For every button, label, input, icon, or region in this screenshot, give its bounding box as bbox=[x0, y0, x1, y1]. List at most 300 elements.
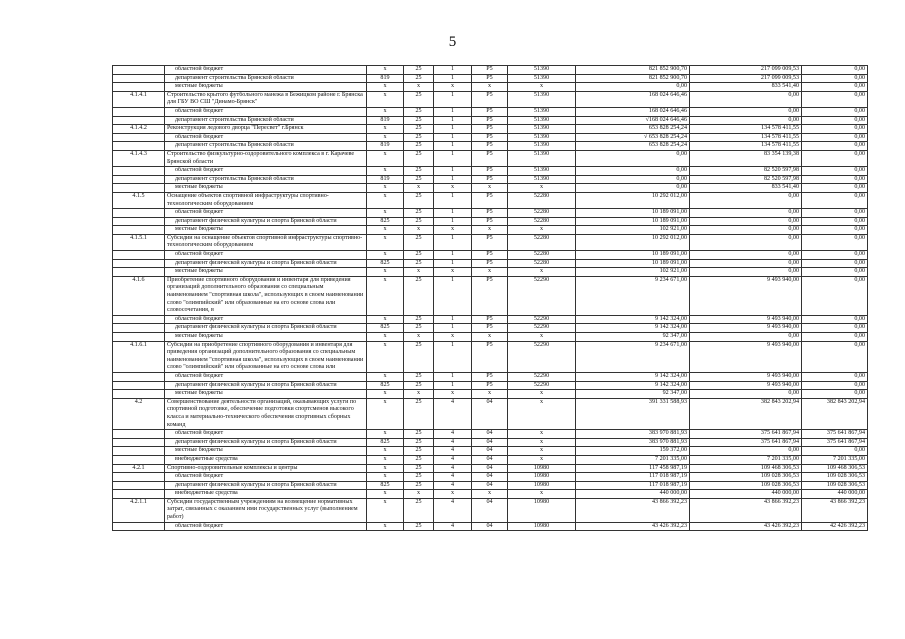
cell-program: x bbox=[404, 226, 434, 235]
cell-amount-1: 10 189 091,00 bbox=[576, 217, 690, 226]
cell-program: 25 bbox=[404, 259, 434, 268]
cell-subprogram: 4 bbox=[434, 430, 472, 439]
row-code bbox=[113, 522, 165, 531]
cell-amount-2: 9 493 940,00 bbox=[690, 381, 802, 390]
cell-amount-1: 0,00 bbox=[576, 83, 690, 92]
row-name: департамент физической культуры и спорта Брянской области bbox=[165, 481, 367, 490]
cell-amount-1: 9 142 324,00 bbox=[576, 372, 690, 381]
cell-amount-3: 0,00 bbox=[802, 447, 868, 456]
cell-amount-1: 117 018 987,19 bbox=[576, 473, 690, 482]
cell-amount-3: 7 201 335,00 bbox=[802, 455, 868, 464]
cell-program: 25 bbox=[404, 481, 434, 490]
cell-amount-3: 0,00 bbox=[802, 217, 868, 226]
cell-subprogram: 1 bbox=[434, 381, 472, 390]
cell-project: 04 bbox=[472, 481, 508, 490]
cell-amount-2: 0,00 bbox=[690, 447, 802, 456]
cell-program: 25 bbox=[404, 192, 434, 208]
cell-amount-2: 43 426 392,23 bbox=[690, 522, 802, 531]
cell-amount-2: 217 099 009,53 bbox=[690, 66, 802, 75]
cell-gov: x bbox=[367, 464, 404, 473]
table-row bbox=[113, 333, 868, 342]
cell-program: 25 bbox=[404, 473, 434, 482]
cell-project: P5 bbox=[472, 142, 508, 151]
cell-amount-3: 0,00 bbox=[802, 66, 868, 75]
row-name: Субсидии на оснащение объектов спортивной инфраструктуры спортивно-технологическим оборудованием bbox=[165, 234, 367, 250]
cell-subprogram: 4 bbox=[434, 464, 472, 473]
row-name: местные бюджеты bbox=[165, 390, 367, 399]
cell-subprogram: 1 bbox=[434, 234, 472, 250]
cell-amount-2: 0,00 bbox=[690, 217, 802, 226]
cell-amount-2: 0,00 bbox=[690, 251, 802, 260]
cell-gov: x bbox=[367, 276, 404, 315]
cell-gov: x bbox=[367, 251, 404, 260]
cell-direction: 52280 bbox=[508, 217, 576, 226]
cell-amount-3: 0,00 bbox=[802, 381, 868, 390]
cell-program: 25 bbox=[404, 372, 434, 381]
cell-gov: x bbox=[367, 372, 404, 381]
cell-amount-1: 168 024 646,46 bbox=[576, 91, 690, 107]
cell-amount-3: 375 641 867,94 bbox=[802, 438, 868, 447]
cell-amount-1: 821 852 900,70 bbox=[576, 74, 690, 83]
cell-direction: 51390 bbox=[508, 175, 576, 184]
cell-project: x bbox=[472, 490, 508, 499]
row-code bbox=[113, 481, 165, 490]
cell-project: P5 bbox=[472, 234, 508, 250]
cell-amount-1: 168 024 646,46 bbox=[576, 107, 690, 116]
cell-subprogram: 1 bbox=[434, 116, 472, 125]
cell-subprogram: x bbox=[434, 268, 472, 277]
cell-amount-3: 0,00 bbox=[802, 116, 868, 125]
cell-amount-3: 0,00 bbox=[802, 333, 868, 342]
table-row bbox=[113, 167, 868, 176]
table-row bbox=[113, 498, 868, 522]
budget-table bbox=[112, 65, 868, 531]
cell-program: 25 bbox=[404, 150, 434, 166]
cell-amount-1: 9 142 324,00 bbox=[576, 315, 690, 324]
cell-gov: 819 bbox=[367, 142, 404, 151]
cell-direction: x bbox=[508, 490, 576, 499]
cell-direction: x bbox=[508, 268, 576, 277]
cell-project: P5 bbox=[472, 175, 508, 184]
cell-gov: x bbox=[367, 184, 404, 193]
cell-gov: x bbox=[367, 66, 404, 75]
cell-project: x bbox=[472, 333, 508, 342]
row-code: 4.1.6 bbox=[113, 276, 165, 315]
cell-amount-2: 0,00 bbox=[690, 333, 802, 342]
cell-direction: 51390 bbox=[508, 116, 576, 125]
cell-program: 25 bbox=[404, 455, 434, 464]
cell-program: 25 bbox=[404, 498, 434, 522]
row-name: департамент строительства Брянской области bbox=[165, 74, 367, 83]
cell-project: 04 bbox=[472, 473, 508, 482]
cell-direction: 51390 bbox=[508, 167, 576, 176]
cell-amount-3: 0,00 bbox=[802, 234, 868, 250]
row-code bbox=[113, 438, 165, 447]
table-row bbox=[113, 142, 868, 151]
row-code bbox=[113, 226, 165, 235]
cell-amount-1: 43 426 392,23 bbox=[576, 522, 690, 531]
cell-gov: x bbox=[367, 473, 404, 482]
row-code bbox=[113, 333, 165, 342]
row-name: областной бюджет bbox=[165, 209, 367, 218]
cell-amount-3: 0,00 bbox=[802, 268, 868, 277]
row-code bbox=[113, 83, 165, 92]
row-name: департамент строительства Брянской области bbox=[165, 175, 367, 184]
cell-subprogram: 1 bbox=[434, 175, 472, 184]
cell-program: 25 bbox=[404, 341, 434, 372]
row-code: 4.1.6.1 bbox=[113, 341, 165, 372]
cell-direction: 10980 bbox=[508, 464, 576, 473]
cell-project: x bbox=[472, 268, 508, 277]
cell-gov: x bbox=[367, 150, 404, 166]
table-row bbox=[113, 91, 868, 107]
cell-amount-2: 109 028 306,53 bbox=[690, 481, 802, 490]
row-name: местные бюджеты bbox=[165, 268, 367, 277]
cell-amount-2: 440 000,00 bbox=[690, 490, 802, 499]
cell-amount-2: 109 028 306,53 bbox=[690, 473, 802, 482]
cell-project: P5 bbox=[472, 259, 508, 268]
cell-gov: x bbox=[367, 390, 404, 399]
cell-amount-2: 82 520 597,98 bbox=[690, 167, 802, 176]
cell-gov: x bbox=[367, 430, 404, 439]
cell-direction: 52280 bbox=[508, 234, 576, 250]
cell-direction: 52290 bbox=[508, 315, 576, 324]
row-code: 4.1.4.2 bbox=[113, 125, 165, 134]
row-code bbox=[113, 324, 165, 333]
cell-amount-3: 0,00 bbox=[802, 142, 868, 151]
cell-direction: 51390 bbox=[508, 133, 576, 142]
cell-direction: 51390 bbox=[508, 107, 576, 116]
cell-amount-1: 0,00 bbox=[576, 167, 690, 176]
cell-direction: 51390 bbox=[508, 125, 576, 134]
row-code bbox=[113, 133, 165, 142]
table-row bbox=[113, 276, 868, 315]
cell-direction: x bbox=[508, 333, 576, 342]
cell-amount-2: 217 099 009,53 bbox=[690, 74, 802, 83]
row-name: департамент строительства Брянской области bbox=[165, 116, 367, 125]
cell-program: 25 bbox=[404, 276, 434, 315]
cell-direction: x bbox=[508, 226, 576, 235]
cell-subprogram: 4 bbox=[434, 473, 472, 482]
cell-subprogram: 4 bbox=[434, 455, 472, 464]
cell-gov: x bbox=[367, 455, 404, 464]
cell-gov: 819 bbox=[367, 116, 404, 125]
cell-subprogram: 4 bbox=[434, 498, 472, 522]
cell-amount-3: 0,00 bbox=[802, 259, 868, 268]
cell-gov: 825 bbox=[367, 481, 404, 490]
cell-amount-3: 0,00 bbox=[802, 167, 868, 176]
cell-program: x bbox=[404, 83, 434, 92]
cell-amount-2: 833 541,40 bbox=[690, 83, 802, 92]
cell-direction: x bbox=[508, 447, 576, 456]
row-name: местные бюджеты bbox=[165, 226, 367, 235]
cell-project: P5 bbox=[472, 107, 508, 116]
table-row bbox=[113, 66, 868, 75]
row-code bbox=[113, 430, 165, 439]
cell-program: 25 bbox=[404, 74, 434, 83]
cell-program: 25 bbox=[404, 315, 434, 324]
row-name: внебюджетные средства bbox=[165, 490, 367, 499]
cell-amount-2: 0,00 bbox=[690, 116, 802, 125]
table-row bbox=[113, 74, 868, 83]
row-code bbox=[113, 66, 165, 75]
cell-amount-1: 102 921,00 bbox=[576, 226, 690, 235]
row-code: 4.2.1.1 bbox=[113, 498, 165, 522]
table-row bbox=[113, 390, 868, 399]
cell-subprogram: 1 bbox=[434, 125, 472, 134]
cell-amount-3: 0,00 bbox=[802, 372, 868, 381]
cell-project: P5 bbox=[472, 209, 508, 218]
table-row bbox=[113, 175, 868, 184]
cell-amount-1: 821 852 900,70 bbox=[576, 66, 690, 75]
cell-program: 25 bbox=[404, 522, 434, 531]
cell-amount-3: 0,00 bbox=[802, 251, 868, 260]
row-name: областной бюджет bbox=[165, 522, 367, 531]
cell-amount-3: 382 843 202,94 bbox=[802, 398, 868, 429]
cell-subprogram: 1 bbox=[434, 142, 472, 151]
cell-program: 25 bbox=[404, 66, 434, 75]
cell-amount-3: 0,00 bbox=[802, 209, 868, 218]
row-name: местные бюджеты bbox=[165, 447, 367, 456]
cell-amount-1: 9 142 324,00 bbox=[576, 381, 690, 390]
cell-amount-1: 440 000,00 bbox=[576, 490, 690, 499]
cell-gov: x bbox=[367, 167, 404, 176]
row-name: Субсидии на приобретение спортивного оборудования и инвентаря для приведения организаций дополнительного образования со специальным наименованием "спортивная школа", использующих в своем наименовании слово "олимпийский" или образованные на его основе слова или bbox=[165, 341, 367, 372]
cell-amount-2: 375 641 867,94 bbox=[690, 430, 802, 439]
table-row bbox=[113, 324, 868, 333]
cell-amount-1: 10 189 091,00 bbox=[576, 259, 690, 268]
cell-subprogram: 4 bbox=[434, 438, 472, 447]
cell-amount-1: 102 921,00 bbox=[576, 268, 690, 277]
cell-program: 25 bbox=[404, 398, 434, 429]
cell-direction: 52280 bbox=[508, 209, 576, 218]
cell-project: P5 bbox=[472, 150, 508, 166]
cell-subprogram: 1 bbox=[434, 192, 472, 208]
cell-amount-2: 134 578 411,55 bbox=[690, 142, 802, 151]
cell-gov: x bbox=[367, 133, 404, 142]
row-code bbox=[113, 74, 165, 83]
table-row bbox=[113, 315, 868, 324]
cell-direction: 52280 bbox=[508, 251, 576, 260]
cell-amount-3: 0,00 bbox=[802, 107, 868, 116]
cell-gov: x bbox=[367, 398, 404, 429]
cell-amount-2: 9 493 940,00 bbox=[690, 372, 802, 381]
cell-amount-3: 375 641 867,94 bbox=[802, 430, 868, 439]
row-code: 4.2.1 bbox=[113, 464, 165, 473]
cell-subprogram: 1 bbox=[434, 259, 472, 268]
cell-amount-1: 92 347,00 bbox=[576, 390, 690, 399]
cell-direction: x bbox=[508, 83, 576, 92]
cell-amount-1: 10 189 091,00 bbox=[576, 251, 690, 260]
cell-subprogram: 1 bbox=[434, 372, 472, 381]
cell-subprogram: x bbox=[434, 333, 472, 342]
row-name: областной бюджет bbox=[165, 107, 367, 116]
cell-project: 04 bbox=[472, 430, 508, 439]
cell-subprogram: x bbox=[434, 390, 472, 399]
row-name: местные бюджеты bbox=[165, 333, 367, 342]
cell-amount-3: 440 000,00 bbox=[802, 490, 868, 499]
cell-amount-3: 0,00 bbox=[802, 192, 868, 208]
row-code bbox=[113, 315, 165, 324]
row-code bbox=[113, 268, 165, 277]
cell-gov: x bbox=[367, 107, 404, 116]
table-row bbox=[113, 473, 868, 482]
cell-program: x bbox=[404, 184, 434, 193]
cell-project: P5 bbox=[472, 125, 508, 134]
cell-subprogram: 1 bbox=[434, 74, 472, 83]
table-row bbox=[113, 116, 868, 125]
cell-subprogram: 1 bbox=[434, 276, 472, 315]
cell-program: 25 bbox=[404, 142, 434, 151]
row-name: Спортивно-оздоровительные комплексы и центры bbox=[165, 464, 367, 473]
row-name: департамент физической культуры и спорта Брянской области bbox=[165, 438, 367, 447]
row-code: 4.1.5.1 bbox=[113, 234, 165, 250]
cell-program: 25 bbox=[404, 447, 434, 456]
row-name: областной бюджет bbox=[165, 473, 367, 482]
cell-amount-2: 0,00 bbox=[690, 209, 802, 218]
cell-gov: 825 bbox=[367, 259, 404, 268]
table-row bbox=[113, 192, 868, 208]
cell-program: 25 bbox=[404, 167, 434, 176]
cell-project: P5 bbox=[472, 324, 508, 333]
table-row bbox=[113, 107, 868, 116]
cell-amount-2: 0,00 bbox=[690, 107, 802, 116]
cell-amount-2: 833 541,40 bbox=[690, 184, 802, 193]
row-code bbox=[113, 259, 165, 268]
row-name: областной бюджет bbox=[165, 133, 367, 142]
row-name: областной бюджет bbox=[165, 167, 367, 176]
cell-program: 25 bbox=[404, 464, 434, 473]
cell-direction: 51390 bbox=[508, 66, 576, 75]
cell-amount-2: 375 641 867,94 bbox=[690, 438, 802, 447]
cell-subprogram: 1 bbox=[434, 133, 472, 142]
cell-amount-1: 383 970 881,93 bbox=[576, 438, 690, 447]
cell-amount-3: 0,00 bbox=[802, 276, 868, 315]
row-name: местные бюджеты bbox=[165, 184, 367, 193]
cell-project: P5 bbox=[472, 381, 508, 390]
cell-direction: 51390 bbox=[508, 142, 576, 151]
cell-amount-2: 0,00 bbox=[690, 234, 802, 250]
cell-project: P5 bbox=[472, 116, 508, 125]
cell-program: 25 bbox=[404, 324, 434, 333]
table-row bbox=[113, 455, 868, 464]
cell-amount-1: 391 331 588,93 bbox=[576, 398, 690, 429]
table-row bbox=[113, 381, 868, 390]
cell-gov: 819 bbox=[367, 175, 404, 184]
cell-program: 25 bbox=[404, 209, 434, 218]
cell-amount-2: 9 493 940,00 bbox=[690, 276, 802, 315]
cell-amount-2: 134 578 411,55 bbox=[690, 125, 802, 134]
cell-program: 25 bbox=[404, 217, 434, 226]
cell-direction: 52290 bbox=[508, 381, 576, 390]
cell-gov: 825 bbox=[367, 438, 404, 447]
row-code bbox=[113, 107, 165, 116]
cell-amount-2: 0,00 bbox=[690, 192, 802, 208]
cell-direction: 10980 bbox=[508, 498, 576, 522]
cell-subprogram: 1 bbox=[434, 315, 472, 324]
cell-project: 04 bbox=[472, 522, 508, 531]
cell-gov: x bbox=[367, 341, 404, 372]
row-code bbox=[113, 390, 165, 399]
table-row bbox=[113, 522, 868, 531]
table-row bbox=[113, 184, 868, 193]
cell-gov: x bbox=[367, 91, 404, 107]
cell-amount-1: 159 372,00 bbox=[576, 447, 690, 456]
table-row bbox=[113, 251, 868, 260]
row-name: областной бюджет bbox=[165, 251, 367, 260]
cell-gov: x bbox=[367, 83, 404, 92]
cell-project: P5 bbox=[472, 315, 508, 324]
table-row bbox=[113, 217, 868, 226]
cell-direction: 51390 bbox=[508, 150, 576, 166]
table-row bbox=[113, 438, 868, 447]
row-code bbox=[113, 217, 165, 226]
row-name: департамент физической культуры и спорта Брянской области bbox=[165, 259, 367, 268]
row-code bbox=[113, 209, 165, 218]
cell-project: P5 bbox=[472, 217, 508, 226]
cell-project: 04 bbox=[472, 398, 508, 429]
cell-amount-2: 0,00 bbox=[690, 259, 802, 268]
row-name: Субсидии государственным учреждениям на возмещение нормативных затрат, связанных с оказанием ими государственных услуг (выполнением работ) bbox=[165, 498, 367, 522]
cell-amount-3: 0,00 bbox=[802, 226, 868, 235]
cell-subprogram: 1 bbox=[434, 66, 472, 75]
cell-direction: 52290 bbox=[508, 276, 576, 315]
cell-amount-1: 10 292 012,00 bbox=[576, 192, 690, 208]
cell-amount-3: 0,00 bbox=[802, 91, 868, 107]
cell-amount-1: 43 866 392,23 bbox=[576, 498, 690, 522]
cell-amount-1: √168 024 646,46 bbox=[576, 116, 690, 125]
cell-subprogram: 4 bbox=[434, 522, 472, 531]
cell-amount-2: 0,00 bbox=[690, 268, 802, 277]
row-code bbox=[113, 175, 165, 184]
cell-amount-2: 7 201 335,00 bbox=[690, 455, 802, 464]
table-row bbox=[113, 125, 868, 134]
cell-gov: x bbox=[367, 268, 404, 277]
cell-direction: 10980 bbox=[508, 522, 576, 531]
cell-direction: 51390 bbox=[508, 74, 576, 83]
cell-program: x bbox=[404, 390, 434, 399]
row-code: 4.1.5 bbox=[113, 192, 165, 208]
cell-direction: x bbox=[508, 430, 576, 439]
row-code bbox=[113, 116, 165, 125]
cell-program: x bbox=[404, 333, 434, 342]
cell-gov: x bbox=[367, 226, 404, 235]
cell-gov: x bbox=[367, 315, 404, 324]
cell-amount-2: 9 493 940,00 bbox=[690, 324, 802, 333]
cell-subprogram: 4 bbox=[434, 447, 472, 456]
cell-amount-3: 109 468 306,53 bbox=[802, 464, 868, 473]
cell-gov: x bbox=[367, 333, 404, 342]
cell-program: 25 bbox=[404, 438, 434, 447]
cell-amount-3: 43 866 392,23 bbox=[802, 498, 868, 522]
cell-project: P5 bbox=[472, 192, 508, 208]
cell-direction: 52290 bbox=[508, 372, 576, 381]
cell-amount-3: 0,00 bbox=[802, 341, 868, 372]
table-row bbox=[113, 234, 868, 250]
cell-program: 25 bbox=[404, 381, 434, 390]
row-name: Приобретение спортивного оборудования и инвентаря для приведения организаций дополнительного образования со специальным наименованием "спортивная школа", использующих в своем наименовании слово "олимпийский" или образованные на его основе слова или словосочетания, в bbox=[165, 276, 367, 315]
cell-gov: x bbox=[367, 234, 404, 250]
table-row bbox=[113, 259, 868, 268]
cell-direction: 51390 bbox=[508, 91, 576, 107]
row-name: департамент физической культуры и спорта Брянской области bbox=[165, 381, 367, 390]
row-code: 4.2 bbox=[113, 398, 165, 429]
cell-program: 25 bbox=[404, 251, 434, 260]
cell-amount-3: 0,00 bbox=[802, 125, 868, 134]
cell-amount-2: 9 493 940,00 bbox=[690, 315, 802, 324]
cell-amount-2: 382 843 202,94 bbox=[690, 398, 802, 429]
row-code bbox=[113, 184, 165, 193]
